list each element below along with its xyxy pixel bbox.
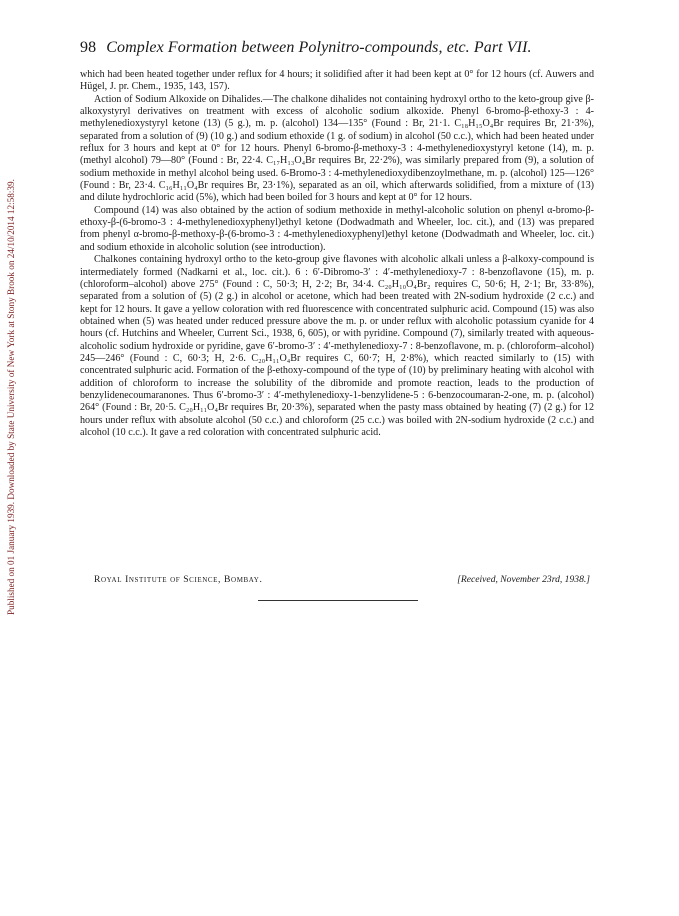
paragraph: Compound (14) was also obtained by the action of sodium methoxide in methyl-alcoholic solution on phenyl α-bromo-β-ethoxy-β-(6-bromo-3 : 4-methylenedioxyphenyl)ethyl ketone (Dodwadmath and Wheeler, loc. cit.), and (13) was prepared from phenyl α-bromo-β-methoxy-β-(6-bromo-3 : 4-methylenedioxyphenyl)ethyl ketone (Dodwadmath and Wheeler, loc. cit.) and sodium ethoxide in alcoholic solution (see introduction). [80,204,594,253]
paragraph: Chalkones containing hydroxyl ortho to the keto-group give flavones with alcoholic alkali unless a β-alkoxy-compound is intermediately formed (Nadkarni et al., loc. cit.). 6 : 6′-Dibromo-3′ : 4′-methylenedioxy-7 : 8-benzoflavone (15), m. p. (chloroform–alcohol) above 275° (Found : C, 50·3; H, 2·2; Br, 34·4. C₂₀H₁₀O₄Br₂ requires C, 50·6; H, 2·1; Br, 33·8%), separated from a solution of (5) (2 g.) in alcohol or acetone, which had been treated with 2N-sodium hydroxide (2 c.c.) and kept for 12 hours. It gave a yellow coloration with red fluorescence with concentrated sulphuric acid. Compound (15) was also obtained when (5) was heated under reduced pressure above the m. p. or under reflux with alcoholic potassium cyanide for 4 hours (cf. Hutchins and Wheeler, Current Sci., 1938, 6, 605), or with pyridine. Compound (7), similarly treated with aqueous-alcoholic sodium hydroxide or pyridine, gave 6′-bromo-3′ : 4′-methylenedioxy-7 : 8-benzoflavone, m. p. (chloroform–alcohol) 245—246° (Found : C, 60·3; H, 2·6. C₂₀H₁₁O₄Br requires C, 60·7; H, 2·8%), which reacted similarly to (15) with concentrated sulphuric acid. Formation of the β-ethoxy-compound of the type of (10) by preliminary heating with alcohol with addition of chloroform to increase the solubility of the dibromide and promote reaction, leads to the production of benzylidenecoumaranones. Thus 6′-bromo-3′ : 4′-methylenedioxy-1-benzylidene-5 : 6-benzocoumaran-2-one, m. p. (alcohol) 264° (Found : Br, 20·5. C₂₀H₁₁O₄Br requires Br, 20·3%), separated when the pasty mass obtained by heating (7) (2 g.) for 12 hours under reflux with absolute alcohol (50 c.c.) and chloroform (25 c.c.) was boiled with 2N-sodium hydroxide (2 c.c.) and alcohol (10 c.c.). It gave a red coloration with concentrated sulphuric acid. [80,254,594,438]
article-body [80,69,594,439]
received-date: [Received, November 23rd, 1938.] [457,574,590,585]
end-rule [258,600,418,601]
paragraph: Action of Sodium Alkoxide on Dihalides.—The chalkone dihalides not containing hydroxyl ortho to the keto-group give β-alkoxystyryl derivatives on treatment with excess of alcoholic sodium alkoxide. Phenyl 6-bromo-β-ethoxy-3 : 4-methylenedioxystyryl ketone (13) (5 g.), m. p. (alcohol) 134—135° (Found : Br, 21·1. C₁₈H₁₅O₄Br requires Br, 21·3%), separated from a solution of (9) (10 g.) and sodium ethoxide (1 g. of sodium) in alcohol (50 c.c.), which had been heated under reflux for 3 hours and kept at 0° for 12 hours. Phenyl 6-bromo-β-methoxy-3 : 4-methylenedioxystyryl ketone (14), m. p. (methyl alcohol) 79—80° (Found : Br, 22·4. C₁₇H₁₃O₄Br requires Br, 22·2%), was similarly prepared from (9), a solution of sodium methoxide in methyl alcohol being used. 6-Bromo-3 : 4-methylenedioxydibenzoylmethane, m. p. (alcohol) 125—126° (Found : Br, 23·4. C₁₆H₁₁O₄Br requires Br, 23·1%), separated as an oil, which afterwards solidified, from a mixture of (13) and dilute hydrochloric acid (5%), which had been boiled for 3 hours and kept at 0° for 12 hours. [80,93,594,204]
running-title: Complex Formation between Polynitro-compounds, etc. Part VII. [106,39,532,56]
institution-label: Royal Institute of Science, Bombay. [94,574,263,585]
page-header [80,39,532,57]
page-number: 98 [80,39,97,56]
paragraph: which had been heated together under reflux for 4 hours; it solidified after it had been kept at 0° for 12 hours (cf. Auwers and Hügel, J. pr. Chem., 1935, 143, 157). [80,69,594,93]
download-watermark [0,70,18,615]
watermark-text: Published on 01 January 1939. Downloaded by State University of New York at Stony Brook on 24/10/2014 12:58:39. [6,179,16,615]
